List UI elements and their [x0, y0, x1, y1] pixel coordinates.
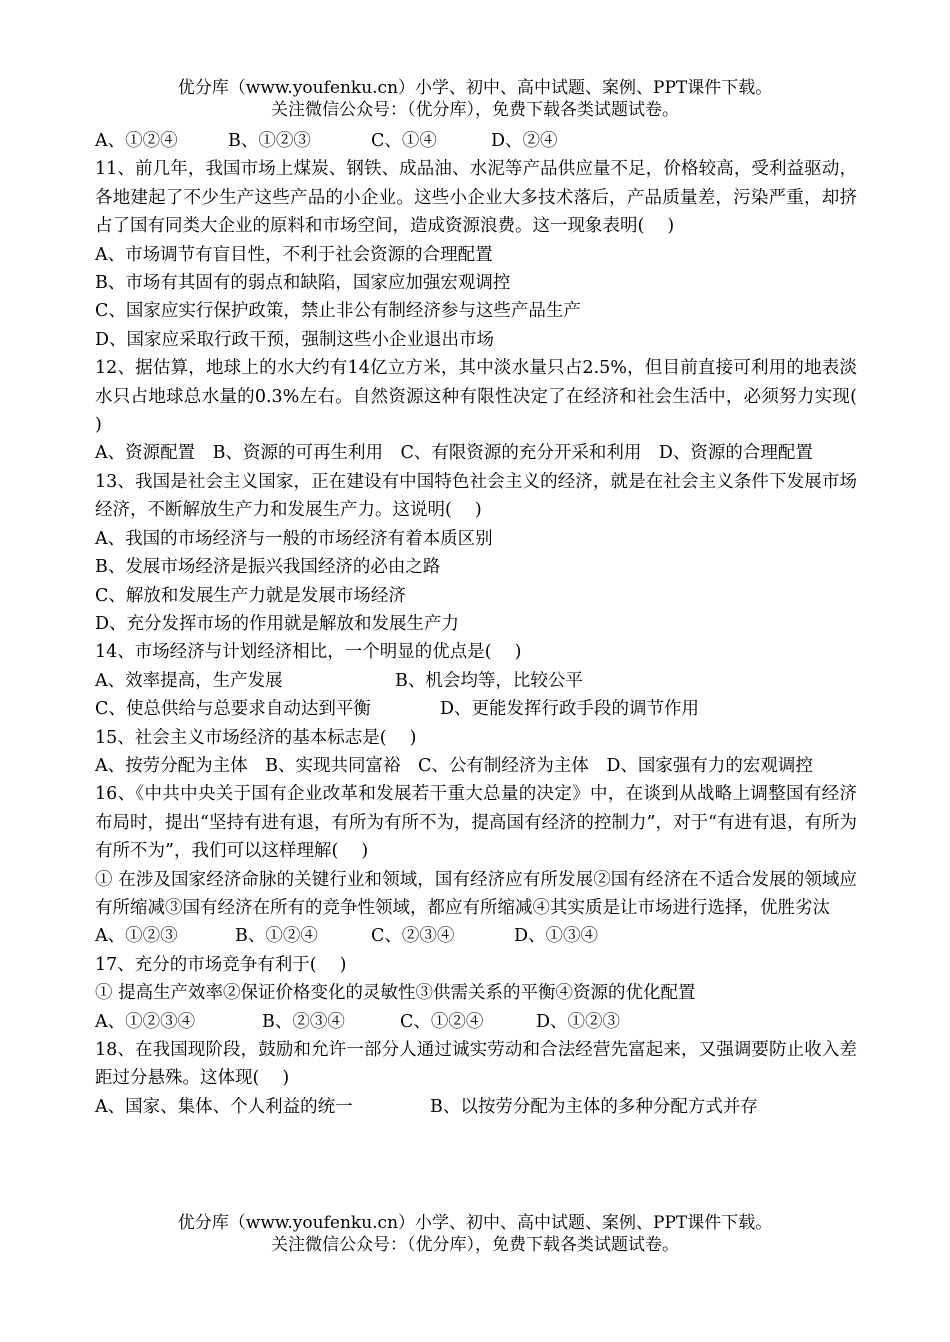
q18-stem: 18、在我国现阶段，鼓励和允许一部分人通过诚实劳动和合法经营先富起来，又强调要防止收入差距过分悬殊。这体现( ): [95, 1040, 857, 1089]
q16-stem: 16、《中共中央关于国有企业改革和发展若干重大总量的决定》中，在谈到从战略上调整国有经济布局时，提出“坚持有进有退，有所为有所不为，提高国有经济的控制力”，对于“有进有退，有所为有所不为”，我们可以这样理解( ): [95, 784, 857, 862]
q17-options: [95, 1008, 857, 1036]
option: B、②③④: [262, 1011, 345, 1032]
option: C、使总供给与总要求自动达到平衡: [95, 699, 371, 720]
q11-stem: 11、前几年，我国市场上煤炭、钢铁、成品油、水泥等产品供应量不足，价格较高，受利益驱动，各地建起了不少生产这些产品的小企业。这些小企业大多技术落后，产品质量差，污染严重，却挤占了国有同类大企业的原料和市场空间，造成资源浪费。这一现象表明( ): [95, 159, 857, 237]
q15-stem: 15、社会主义市场经济的基本标志是( ): [95, 727, 417, 748]
q14-options-row-2: [95, 695, 857, 723]
header-line-2: 关注微信公众号：（优分库），免费下载各类试题试卷。: [271, 100, 679, 120]
q14-options-row-1: [95, 667, 857, 695]
option: A、①②③: [95, 926, 178, 947]
option: D、①③④: [514, 926, 599, 947]
q13-option-d: D、充分发挥市场的作用就是解放和发展生产力: [95, 613, 460, 634]
option: D、更能发挥行政手段的调节作用: [440, 699, 700, 720]
q11-option-b: B、市场有其固有的弱点和缺陷，国家应加强宏观调控: [95, 273, 511, 294]
option: C、①④: [371, 131, 437, 151]
footer-line-2: 关注微信公众号：（优分库），免费下载各类试题试卷。: [271, 1235, 679, 1255]
option: A、效率提高，生产发展: [95, 670, 283, 691]
page-header: [0, 77, 950, 121]
q16-options: [95, 922, 857, 950]
option: B、①②④: [235, 926, 318, 947]
q11-option-d: D、国家应采取行政干预，强制这些小企业退出市场: [95, 329, 495, 350]
q12-stem: 12、据估算，地球上的水大约有14亿立方米，其中淡水量只占2.5%，但目前直接可利用的地表淡水只占地球总水量的0.3%左右。自然资源这种有限性决定了在经济和社会生活中，必须努力实现( ): [95, 358, 881, 436]
q15-options: A、按劳分配为主体 B、实现共同富裕 C、公有制经济为主体 D、国家强有力的宏观调控: [95, 755, 813, 776]
option: D、①②③: [536, 1011, 621, 1032]
q13-stem: 13、我国是社会主义国家，正在建设有中国特色社会主义的经济，就是在社会主义条件下发展市场经济，不断解放生产力和发展生产力。这说明( ): [95, 471, 857, 521]
q17-stem: 17、充分的市场竞争有利于( ): [95, 954, 347, 975]
option: A、①②④: [95, 131, 178, 151]
q17-statements: ① 提高生产效率②保证价格变化的灵敏性③供需关系的平衡④资源的优化配置: [95, 983, 696, 1004]
q16-statements: ① 在涉及国家经济命脉的关键行业和领域，国有经济应有所发展②国有经济在不适合发展的领域应有所缩减③国有经济在所有的竞争性领域，都应有所缩减④其实质是让市场进行选择，优胜劣汰: [95, 869, 857, 918]
q18-options: [95, 1093, 857, 1121]
footer-line-1: 优分库（www.youfenku.cn）小学、初中、高中试题、案例、PPT课件下载。: [177, 1213, 773, 1233]
header-line-1: 优分库（www.youfenku.cn）小学、初中、高中试题、案例、PPT课件下载。: [177, 78, 773, 98]
option: B、以按劳分配为主体的多种分配方式并存: [430, 1096, 758, 1117]
option: C、①②④: [400, 1011, 484, 1032]
q13-option-b: B、发展市场经济是振兴我国经济的必由之路: [95, 557, 441, 578]
option: B、①②③: [228, 131, 311, 151]
option: C、②③④: [371, 926, 455, 947]
q12-options: A、资源配置 B、资源的可再生利用 C、有限资源的充分开采和利用 D、资源的合理配置: [95, 443, 813, 464]
q13-option-a: A、我国的市场经济与一般的市场经济有着本质区别: [95, 528, 493, 549]
option: A、国家、集体、个人利益的统一: [95, 1096, 353, 1117]
option: B、机会均等，比较公平: [395, 670, 583, 691]
option: D、②④: [491, 131, 558, 151]
q14-stem: 14、市场经济与计划经济相比，一个明显的优点是( ): [95, 642, 522, 663]
q10-options: [95, 127, 857, 155]
option: A、①②③④: [95, 1011, 196, 1032]
q11-option-a: A、市场调节有盲目性，不利于社会资源的合理配置: [95, 244, 493, 265]
question-list: [95, 127, 881, 1121]
q13-option-c: C、解放和发展生产力就是发展市场经济: [95, 585, 406, 606]
page-footer: [0, 1212, 950, 1256]
q11-option-c: C、国家应实行保护政策，禁止非公有制经济参与这些产品生产: [95, 301, 581, 322]
